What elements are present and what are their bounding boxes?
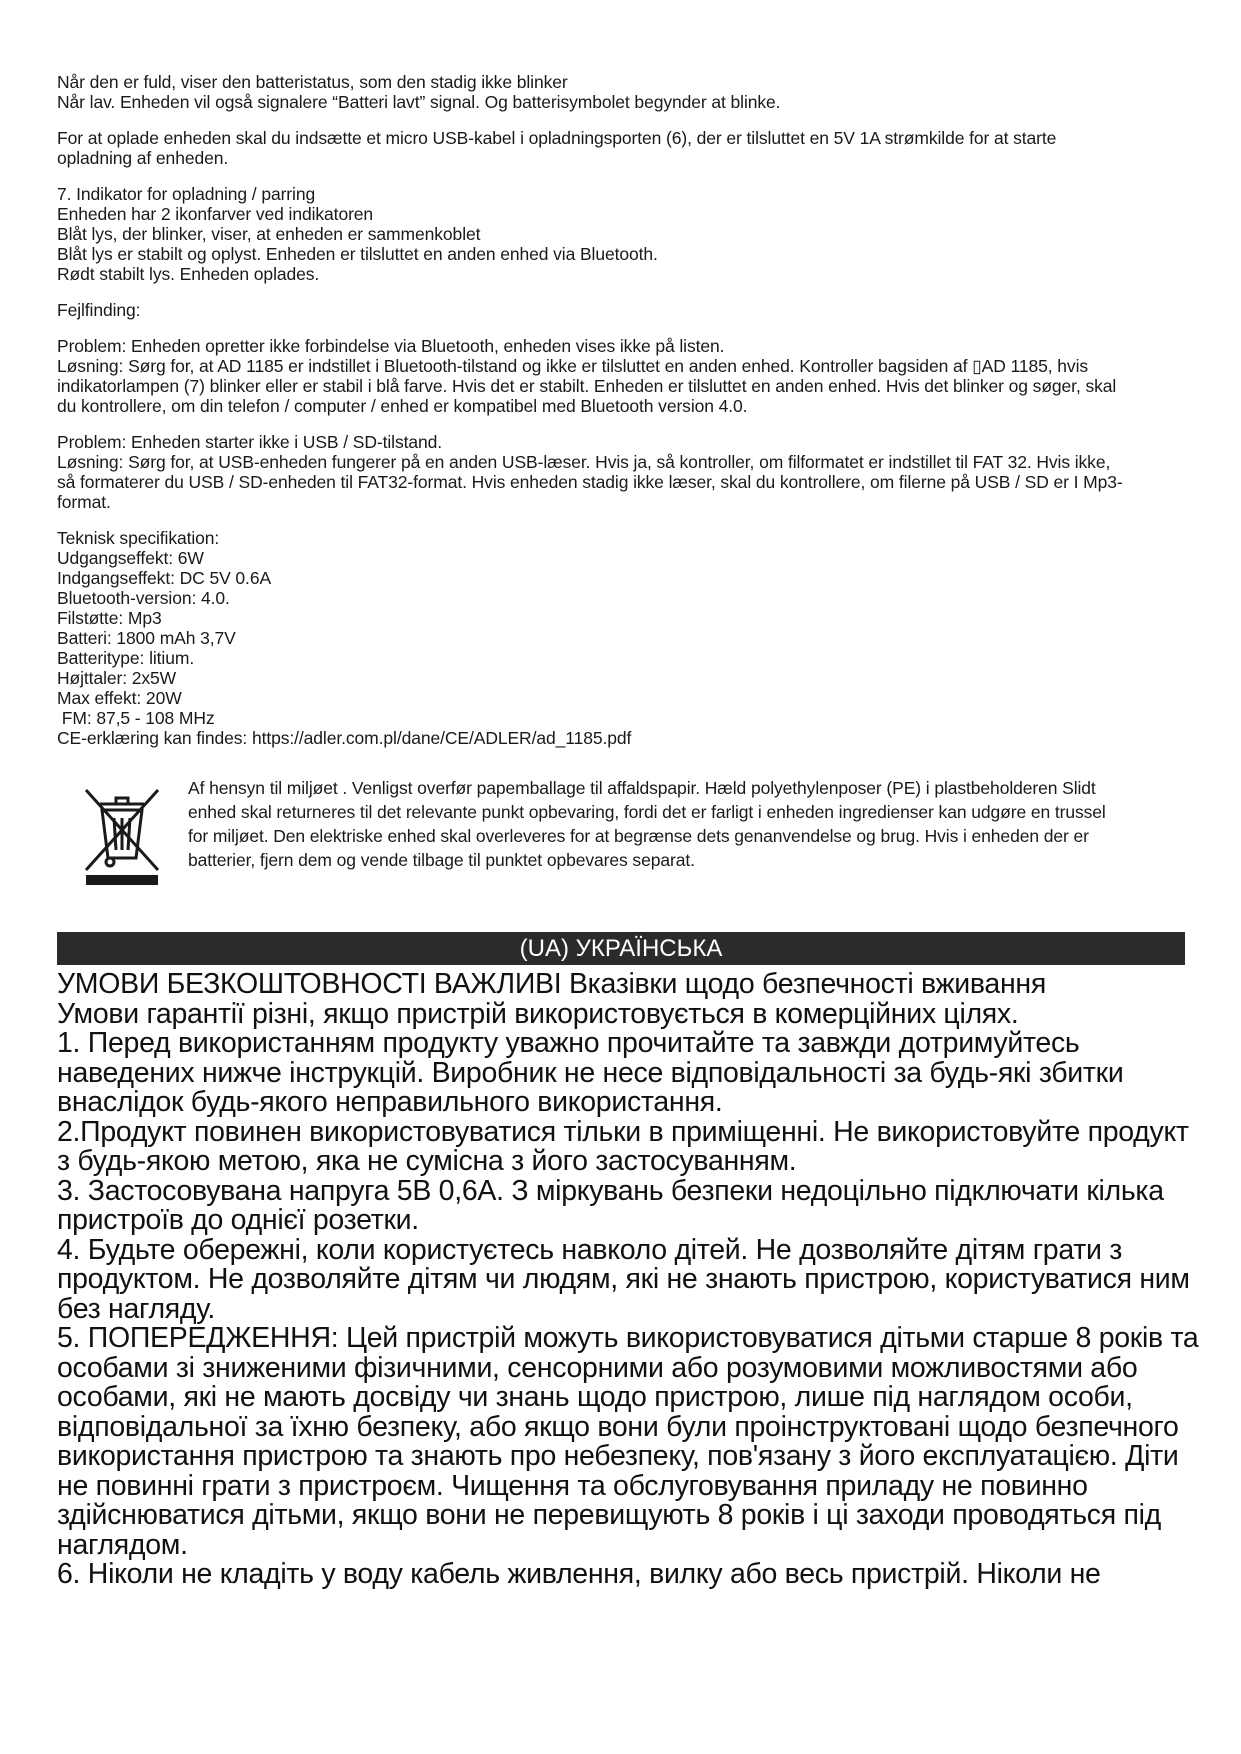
ua-text-line: особами зі зниженими фізичними, сенсорними або розумовими можливостями або [57,1351,1138,1384]
spec-line: Bluetooth-version: 4.0. [57,588,230,608]
ua-text-line: використання пристрою та знають про небезпеку, пов'язану з його експлуатацією. Діти [57,1440,1179,1472]
spec-line: Batteri: 1800 mAh 3,7V [57,628,236,648]
text-line: batterier, fjern dem og vende tilbage til punktet opbevares separat. [188,850,695,870]
ua-section-banner: (UA) УКРАЇНСЬКА [57,932,1185,965]
ua-title: УМОВИ БЕЗКОШТОВНОСТІ ВАЖЛИВІ Вказівки щодо безпечності вживання [57,968,1046,1000]
troubleshooting-heading: Fejlfinding: [57,300,141,320]
spec-line: Max effekt: 20W [57,688,182,708]
text-line: enhed skal returneres til det relevante punkt opbevaring, fordi det er farligt i enheden ingredienser kan udgøre en trussel [188,802,1106,822]
ua-text-line: особами, які не мають досвіду чи знань щодо пристрою, лише під наглядом особи, [57,1381,1133,1413]
text-line: For at oplade enheden skal du indsætte et micro USB-kabel i opladningsporten (6), der er tilsluttet en 5V 1A strømkilde for at starte [57,128,1057,148]
ua-text-line: наглядом. [57,1528,188,1561]
ua-text-line: 5. ПОПЕРЕДЖЕННЯ: Цей пристрій можуть використовуватися дітьми старше 8 років та [57,1322,1199,1354]
ua-text-line: не повинні грати з пристроєм. Чищення та обслуговування приладу не повинно [57,1469,1088,1502]
text-line: Løsning: Sørg for, at USB-enheden fungerer på en anden USB-læser. Hvis ja, så kontroller, om filformatet er indstillet til FAT 32. Hvis ikke, [57,452,1111,472]
ua-text-line: з будь-якою метою, яка не сумісна з його застосуванням. [57,1145,797,1177]
ua-text-line: 6. Ніколи не кладіть у воду кабель живлення, вилку або весь пристрій. Ніколи не [57,1558,1101,1590]
charging-text [57,128,1185,168]
spec-line: Højttaler: 2x5W [57,668,177,688]
spec-line: FM: 87,5 - 108 MHz [57,708,215,728]
weee-text [188,776,1106,872]
text-line: Rødt stabilt lys. Enheden oplades. [57,264,320,284]
text-line: format. [57,492,111,512]
technical-specs [57,528,1185,748]
text-line: Løsning: Sørg for, at AD 1185 er indstillet i Bluetooth-tilstand og ikke er tilsluttet en anden enhed. Kontroller bagsiden af ▯AD 1185, hvis [57,356,1089,376]
ua-text-line: без нагляду. [57,1292,215,1325]
ua-text-line: відповідальної за їхню безпеку, або якщо вони були проінструктовані щодо безпечного [57,1410,1179,1443]
danish-section [57,72,1185,888]
ua-text-line: наведених нижче інструкцій. Виробник не несе відповідальності за будь-які збитки [57,1056,1124,1089]
problem-usb-sd [57,432,1185,512]
spec-line: Filstøtte: Mp3 [57,608,162,628]
indicator-text [57,184,1185,284]
text-line: Af hensyn til miljøet . Venligst overfør papemballage til affaldspapir. Hæld polyethylenposer (PE) i plastbeholderen Slidt [188,778,1096,798]
text-line: du kontrollere, om din telefon / computer / enhed er kompatibel med Bluetooth version 4.0. [57,396,748,416]
ua-text-line: внаслідок будь-якого неправильного використання. [57,1086,723,1118]
text-line: Problem: Enheden opretter ikke forbindelse via Bluetooth, enheden vises ikke på listen. [57,336,725,356]
text-line: 7. Indikator for opladning / parring [57,184,316,204]
spec-line: Batteritype: litium. [57,648,195,668]
ce-declaration: CE-erklæring kan findes: https://adler.com.pl/dane/CE/ADLER/ad_1185.pdf [57,728,632,748]
text-line: opladning af enheden. [57,148,229,168]
battery-status-text [57,72,1185,112]
ua-text-line: 3. Застосовувана напруга 5В 0,6А. З міркувань безпеки недоцільно підключати кілька [57,1174,1164,1207]
ua-text-line: здійснюватися дітьми, якщо вони не перевищують 8 років і ці заходи проводяться під [57,1499,1161,1531]
text-line: for miljøet. Den elektriske enhed skal overleveres for at begrænse dets genanvendelse og brug. Hvis i enheden der er [188,826,1089,846]
ua-text-line: пристроїв до однієї розетки. [57,1204,419,1236]
text-line: Når den er fuld, viser den batteristatus, som den stadig ikke blinker [57,72,568,92]
ua-text-line: 2.Продукт повинен використовуватися тільки в приміщенні. Не використовуйте продукт [57,1115,1189,1148]
text-line: Blåt lys er stabilt og oplyst. Enheden er tilsluttet en anden enhed via Bluetooth. [57,244,658,264]
text-line: så formaterer du USB / SD-enheden til FAT32-format. Hvis enheden stadig ikke læser, skal du kontrollere, om filerne på USB / SD er I Mp3- [57,472,1123,492]
text-line: Når lav. Enheden vil også signalere “Batteri lavt” signal. Og batterisymbolet begynder at blinke. [57,92,781,112]
text-line: Enheden har 2 ikonfarver ved indikatoren [57,204,374,224]
spec-line: Indgangseffekt: DC 5V 0.6A [57,568,272,588]
text-line: Blåt lys, der blinker, viser, at enheden er sammenkoblet [57,224,481,244]
problem-bluetooth [57,336,1185,416]
weee-notice [57,776,1185,888]
text-line: indikatorlampen (7) blinker eller er stabil i blå farve. Hvis det er stabilt. Enheden er tilsluttet en anden enhed. Hvis det blinker og søger, skal [57,376,1117,396]
ukrainian-section [57,970,1207,1590]
crossed-out-wheelie-bin-icon [72,778,172,888]
ua-text-line: 1. Перед використанням продукту уважно прочитайте та завжди дотримуйтесь [57,1027,1080,1059]
spec-line: Udgangseffekt: 6W [57,548,204,568]
text-line: Problem: Enheden starter ikke i USB / SD-tilstand. [57,432,443,452]
spec-heading: Teknisk specifikation: [57,528,220,548]
ua-text-line: продуктом. Не дозволяйте дітям чи людям, які не знають пристрою, користуватися ним [57,1263,1190,1295]
ua-text-line: Умови гарантії різні, якщо пристрій використовується в комерційних цілях. [57,997,1019,1030]
ua-text-line: 4. Будьте обережні, коли користуєтесь навколо дітей. Не дозволяйте дітям грати з [57,1233,1123,1266]
